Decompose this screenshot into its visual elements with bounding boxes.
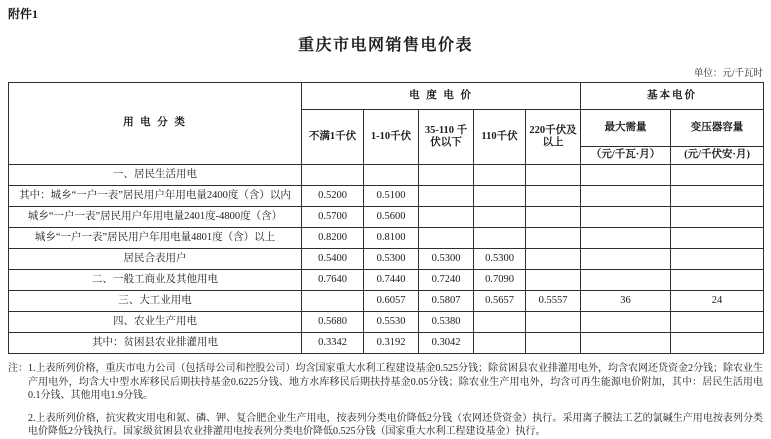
- price-cell: [581, 270, 671, 291]
- price-cell: [419, 207, 474, 228]
- row-label: 城乡“一户一表”居民用户年用电量4801度（含）以上: [9, 228, 302, 249]
- price-cell: [526, 207, 581, 228]
- table-row: [9, 165, 764, 186]
- price-cell: [581, 249, 671, 270]
- price-cell: [364, 165, 419, 186]
- table-row: [9, 186, 764, 207]
- price-cell: 0.5530: [364, 312, 419, 333]
- header-voltage-under-1kv: 不满1千伏: [302, 110, 364, 165]
- price-cell: [671, 333, 764, 354]
- price-cell: [526, 165, 581, 186]
- price-cell: [671, 270, 764, 291]
- row-label: 四、农业生产用电: [9, 312, 302, 333]
- header-category: 用 电 分 类: [9, 83, 302, 165]
- price-cell: [671, 207, 764, 228]
- header-voltage-110kv: 110千伏: [474, 110, 526, 165]
- price-cell: 0.5807: [419, 291, 474, 312]
- price-cell: [526, 249, 581, 270]
- table-row: [9, 291, 764, 312]
- table-row: [9, 270, 764, 291]
- price-table: [8, 82, 764, 354]
- header-max-demand: 最大需量: [581, 110, 671, 147]
- price-cell: [526, 270, 581, 291]
- price-cell: 0.5300: [364, 249, 419, 270]
- price-cell: [581, 207, 671, 228]
- price-cell: 0.7090: [474, 270, 526, 291]
- price-cell: 24: [671, 291, 764, 312]
- price-cell: 0.5680: [302, 312, 364, 333]
- price-cell: 0.5380: [419, 312, 474, 333]
- header-transformer-capacity-unit: (元/千伏安·月): [671, 147, 764, 165]
- row-label: 二、一般工商业及其他用电: [9, 270, 302, 291]
- header-voltage-35-110kv: 35-110 千伏以下: [419, 110, 474, 165]
- price-cell: [671, 165, 764, 186]
- row-label: 居民合表用户: [9, 249, 302, 270]
- price-cell: [581, 333, 671, 354]
- price-cell: [419, 186, 474, 207]
- price-cell: [581, 228, 671, 249]
- price-cell: [581, 165, 671, 186]
- price-cell: 0.7640: [302, 270, 364, 291]
- table-row: [9, 312, 764, 333]
- row-label: 其中：城乡“一户一表”居民用户年用电量2400度（含）以内: [9, 186, 302, 207]
- price-cell: [474, 186, 526, 207]
- price-cell: [474, 207, 526, 228]
- price-cell: [526, 186, 581, 207]
- note-item: 1.上表所列价格，重庆市电力公司（包括母公司和控股公司）均含国家重大水利工程建设基金0.525分钱；除贫困县农业排灌用电外，均含农网还贷资金2分钱；除农业生产用电外，均含大中型水库移民后期扶持基金0.6225分钱、地方水库移民后期扶持基金0.05分钱；除农业生产用电外，均含可再生能源电价附加，其中：居民生活用电0.1分钱、其他用电1.9分钱。: [28, 363, 763, 401]
- row-label: 城乡“一户一表”居民用户年用电量2401度-4800度（含）: [9, 207, 302, 228]
- row-label: 其中：贫困县农业排灌用电: [9, 333, 302, 354]
- price-cell: 0.8200: [302, 228, 364, 249]
- price-cell: 0.7240: [419, 270, 474, 291]
- price-cell: 0.3192: [364, 333, 419, 354]
- price-cell: [671, 228, 764, 249]
- row-label: 三、大工业用电: [9, 291, 302, 312]
- price-cell: [581, 186, 671, 207]
- price-cell: [302, 165, 364, 186]
- price-cell: [474, 228, 526, 249]
- price-cell: 0.5700: [302, 207, 364, 228]
- price-cell: 0.5557: [526, 291, 581, 312]
- price-cell: [581, 312, 671, 333]
- price-cell: [474, 165, 526, 186]
- price-cell: 0.5100: [364, 186, 419, 207]
- price-cell: 0.5300: [419, 249, 474, 270]
- price-cell: 0.8100: [364, 228, 419, 249]
- price-cell: [671, 249, 764, 270]
- price-cell: [474, 333, 526, 354]
- price-cell: [474, 312, 526, 333]
- price-cell: 0.5400: [302, 249, 364, 270]
- unit-label: 单位：元/千瓦时: [693, 69, 763, 79]
- attachment-label: 附件1: [8, 7, 39, 21]
- price-cell: 0.5200: [302, 186, 364, 207]
- price-cell: [526, 312, 581, 333]
- page-title: 重庆市电网销售电价表: [297, 37, 473, 54]
- price-cell: [671, 312, 764, 333]
- header-energy-price-group: 电 度 电 价: [302, 83, 581, 110]
- header-voltage-220kv-up: 220千伏及以上: [526, 110, 581, 165]
- row-label: 一、居民生活用电: [9, 165, 302, 186]
- price-cell: 0.5600: [364, 207, 419, 228]
- price-cell: [419, 165, 474, 186]
- notes-label: 注：: [8, 363, 28, 374]
- header-row-groups: [9, 83, 764, 110]
- header-voltage-1-10kv: 1-10千伏: [364, 110, 419, 165]
- price-cell: [526, 333, 581, 354]
- table-row: [9, 249, 764, 270]
- table-row: [9, 228, 764, 249]
- price-cell: [419, 228, 474, 249]
- table-row: [9, 333, 764, 354]
- table-row: [9, 207, 764, 228]
- header-basic-price-group: 基本电价: [581, 83, 764, 110]
- price-cell: 0.3342: [302, 333, 364, 354]
- notes: [8, 362, 763, 439]
- header-transformer-capacity: 变压器容量: [671, 110, 764, 147]
- price-cell: 0.5300: [474, 249, 526, 270]
- price-cell: 0.6057: [364, 291, 419, 312]
- price-cell: [671, 186, 764, 207]
- price-cell: [302, 291, 364, 312]
- price-cell: 0.5657: [474, 291, 526, 312]
- price-cell: [526, 228, 581, 249]
- notes-items: [28, 362, 763, 439]
- header-max-demand-unit: （元/千瓦·月）: [581, 147, 671, 165]
- price-cell: 0.7440: [364, 270, 419, 291]
- price-cell: 0.3042: [419, 333, 474, 354]
- note-item: 2.上表所列价格，抗灾救灾用电和氮、磷、钾、复合肥企业生产用电，按表列分类电价降低2分钱（农网还贷资金）执行。采用离子膜法工艺的氯碱生产用电按表列分类电价降低2分钱执行。国家级贫困县农业排灌用电按表列分类电价降低0.525分钱（国家重大水利工程建设基金）执行。: [28, 412, 763, 437]
- price-cell: 36: [581, 291, 671, 312]
